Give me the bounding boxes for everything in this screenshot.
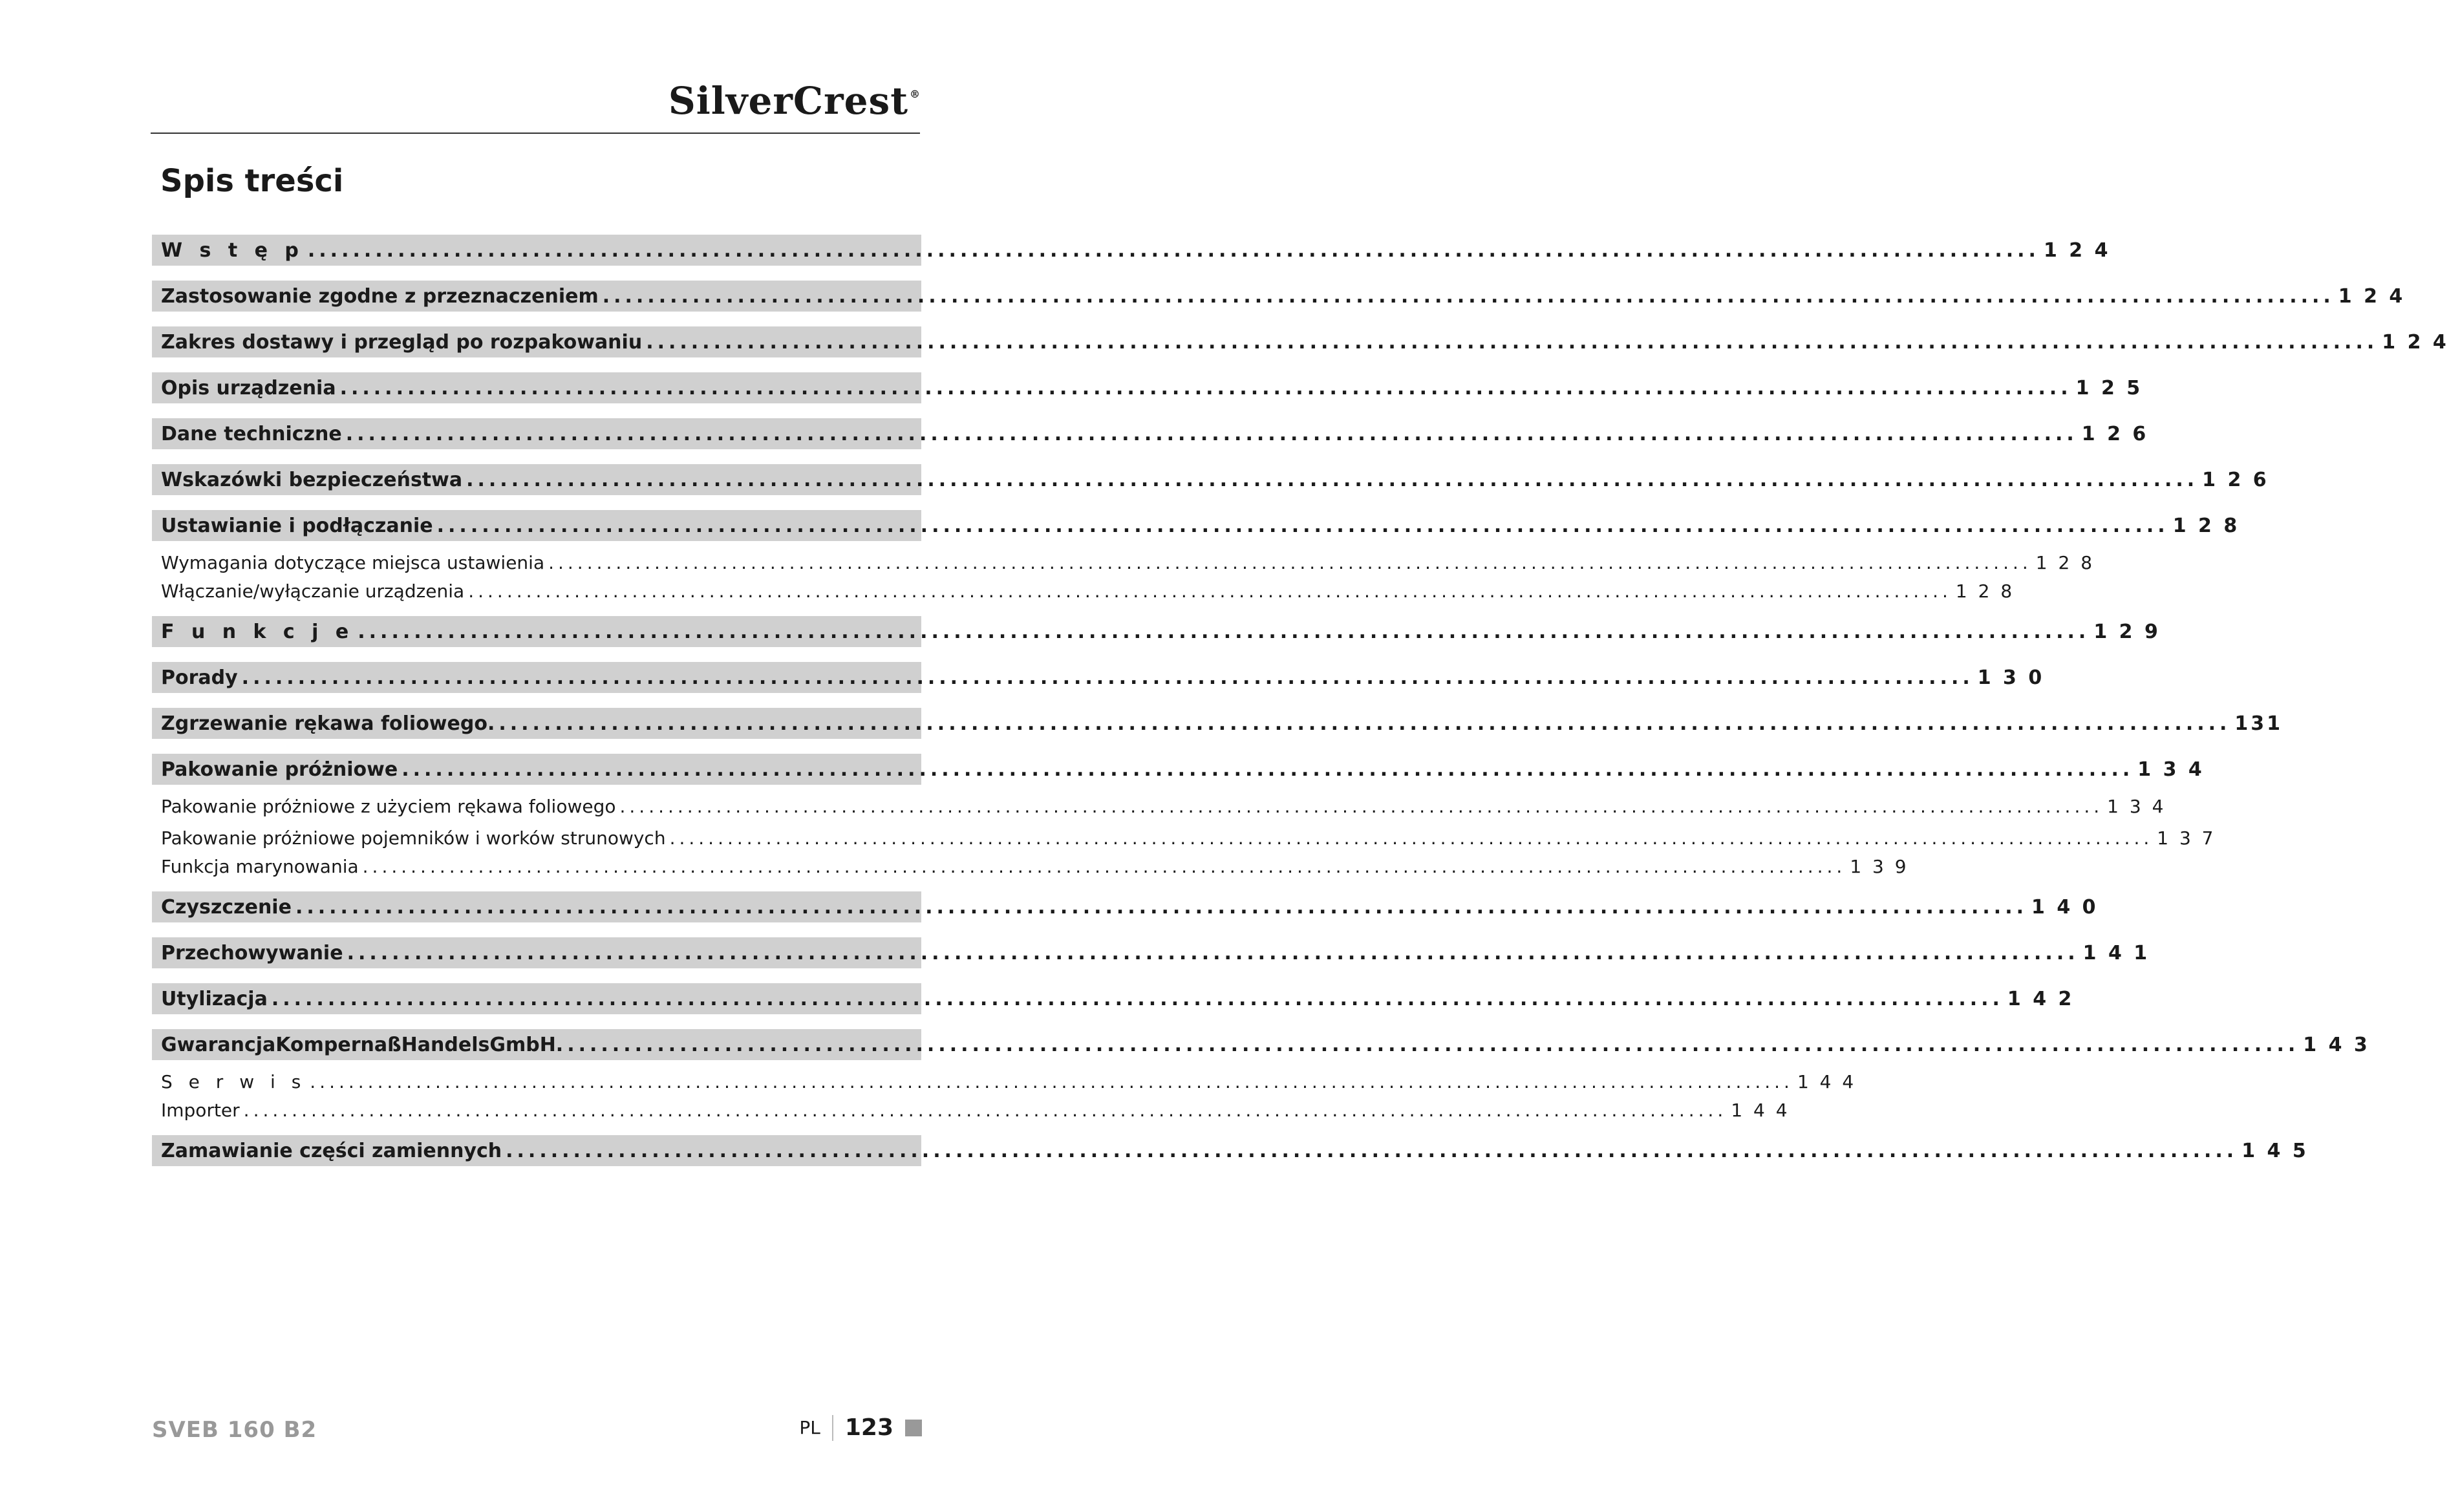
footer-page-number: 123 <box>844 1414 893 1441</box>
toc-entry-porady[interactable] <box>152 662 2045 693</box>
toc-entry-zastosowanie[interactable] <box>152 281 2406 312</box>
toc-leader-dots: .......................................................................................................................................................... <box>498 712 2231 735</box>
toc-entry-label: Przechowywanie <box>161 941 343 964</box>
toc-entry-page: 1 4 4 <box>1797 1070 1857 1092</box>
toc-entry-label: Wymagania dotyczące miejsca ustawienia <box>161 551 545 573</box>
toc-entry-zgrzewanie[interactable] <box>152 708 2283 739</box>
toc-entry-label: Funkcja marynowania <box>161 855 359 877</box>
toc-entry-page: 1 2 8 <box>2035 551 2095 573</box>
toc-entry-page: 1 2 4 <box>2382 330 2449 354</box>
toc-entry-opis-urzadzenia[interactable] <box>152 372 2143 403</box>
toc-leader-dots: .......................................................................................................................................................... <box>401 758 2134 781</box>
toc-subentry-marynowanie[interactable] <box>152 853 1909 879</box>
toc-entry-wstep[interactable] <box>152 235 2111 266</box>
toc-entry-page: 131 <box>2234 712 2283 735</box>
toc-entry-page: 1 2 5 <box>2075 376 2143 399</box>
toc-entry-dane-techniczne[interactable] <box>152 418 2149 449</box>
toc-entry-label: Zgrzewanie rękawa foliowego. <box>161 712 495 735</box>
footer-model: SVEB 160 B2 <box>152 1417 317 1443</box>
toc-entry-page: 1 4 4 <box>1731 1099 1790 1121</box>
toc-entry-page: 1 3 4 <box>2107 795 2166 817</box>
toc-entry-label: Czyszczenie <box>161 895 292 919</box>
toc-entry-page: 1 4 0 <box>2031 895 2099 919</box>
toc-leader-dots: .......................................................................................................................................................... <box>548 551 2032 573</box>
footer-language: PL <box>799 1417 820 1438</box>
toc-entry-page: 1 2 9 <box>2093 620 2161 643</box>
toc-entry-label: Zakres dostawy i przegląd po rozpakowaniu <box>161 330 643 354</box>
toc-entry-label: S e r w i s <box>161 1070 306 1092</box>
footer-pagination <box>799 1414 922 1441</box>
toc-entry-page: 1 4 2 <box>2007 987 2075 1010</box>
toc-entry-page: 1 4 5 <box>2241 1139 2309 1162</box>
toc-subentry-pakowanie-rekaw[interactable] <box>152 793 2166 819</box>
toc-leader-dots: .......................................................................................................................................................... <box>506 1139 2238 1162</box>
toc-entry-page: 1 2 8 <box>1955 580 2015 602</box>
toc-leader-dots: .......................................................................................................................................................... <box>602 284 2335 308</box>
toc-entry-page: 1 4 1 <box>2082 941 2150 964</box>
page-title: Spis treści <box>160 163 344 199</box>
header-divider <box>151 133 920 134</box>
toc-entry-label: Importer <box>161 1099 240 1121</box>
toc-entry-przechowywanie[interactable] <box>152 937 2150 968</box>
toc-leader-dots: .......................................................................................................................................................... <box>466 468 2199 491</box>
toc-leader-dots: .......................................................................................................................................................... <box>358 620 2090 643</box>
toc-leader-dots: .......................................................................................................................................................... <box>271 987 2004 1010</box>
toc-entry-label: Utylizacja <box>161 987 268 1010</box>
toc-entry-label: Porady <box>161 666 238 689</box>
toc-leader-dots: .......................................................................................................................................................... <box>619 795 2104 817</box>
toc-entry-ustawianie[interactable] <box>152 510 2240 541</box>
toc-leader-dots: .......................................................................................................................................................... <box>669 827 2154 849</box>
toc-entry-page: 1 4 3 <box>2303 1033 2370 1056</box>
toc-leader-dots: .......................................................................................................................................................... <box>307 239 2040 262</box>
toc-entry-label: Pakowanie próżniowe pojemników i worków strunowych <box>161 827 666 849</box>
toc-entry-czyszczenie[interactable] <box>152 891 2099 922</box>
toc-leader-dots: .......................................................................................................................................................... <box>436 514 2169 537</box>
toc-entry-wskazowki[interactable] <box>152 464 2269 495</box>
toc-leader-dots: .......................................................................................................................................................... <box>295 895 2027 919</box>
toc-subentry-serwis[interactable] <box>152 1069 1857 1094</box>
toc-entry-page: 1 3 7 <box>2157 827 2216 849</box>
toc-subentry-wymagania[interactable] <box>152 549 2095 575</box>
toc-entry-label: Pakowanie próżniowe <box>161 758 398 781</box>
toc-leader-dots: .......................................................................................................................................................... <box>468 580 1952 602</box>
toc-subentry-importer[interactable] <box>152 1097 1790 1123</box>
toc-entry-label: Zamawianie części zamiennych <box>161 1139 502 1162</box>
toc-leader-dots: .......................................................................................................................................................... <box>345 422 2078 445</box>
toc-entry-label: Dane techniczne <box>161 422 342 445</box>
toc-entry-label: Zastosowanie zgodne z przeznaczeniem <box>161 284 599 308</box>
toc-entry-zamawianie[interactable] <box>152 1135 2309 1166</box>
toc-entry-page: 1 2 6 <box>2202 468 2269 491</box>
toc-entry-gwarancja[interactable] <box>152 1029 2370 1060</box>
toc-entry-page: 1 2 8 <box>2172 514 2240 537</box>
toc-leader-dots: .......................................................................................................................................................... <box>347 941 2079 964</box>
brand-logo <box>668 79 921 123</box>
footer-square-icon <box>905 1420 922 1436</box>
toc-entry-label: GwarancjaKompernaßHandelsGmbH. <box>161 1033 564 1056</box>
toc-entry-label: Pakowanie próżniowe z użyciem rękawa foliowego <box>161 795 616 817</box>
brand-name: SilverCrest <box>668 79 908 123</box>
toc-entry-label: Wskazówki bezpieczeństwa <box>161 468 463 491</box>
toc-entry-label: Włączanie/wyłączanie urządzenia <box>161 580 465 602</box>
toc-entry-utylizacja[interactable] <box>152 983 2075 1014</box>
toc-entry-page: 1 3 0 <box>1977 666 2045 689</box>
toc-entry-funkcje[interactable] <box>152 616 2161 647</box>
toc-leader-dots: .......................................................................................................................................................... <box>241 666 1974 689</box>
toc-entry-label: F u n k c j e <box>161 620 354 643</box>
registered-mark: ® <box>910 88 921 100</box>
toc-entry-zakres-dostawy[interactable] <box>152 326 2449 357</box>
toc-entry-label: W s t ę p <box>161 239 304 262</box>
toc-leader-dots: .......................................................................................................................................................... <box>339 376 2072 399</box>
toc-entry-page: 1 3 9 <box>1850 855 1909 877</box>
toc-entry-page: 1 3 4 <box>2137 758 2205 781</box>
toc-subentry-wlaczanie[interactable] <box>152 578 2015 604</box>
toc-entry-page: 1 2 4 <box>2338 284 2406 308</box>
toc-leader-dots: .......................................................................................................................................................... <box>310 1070 1793 1092</box>
toc-entry-label: Ustawianie i podłączanie <box>161 514 433 537</box>
toc-subentry-pakowanie-pojemniki[interactable] <box>152 825 2216 851</box>
toc-entry-pakowanie-prozniowe[interactable] <box>152 754 2205 785</box>
toc-leader-dots: .......................................................................................................................................................... <box>646 330 2379 354</box>
footer-divider <box>832 1415 833 1441</box>
toc-entry-page: 1 2 6 <box>2081 422 2149 445</box>
toc-leader-dots: .......................................................................................................................................................... <box>362 855 1846 877</box>
toc-leader-dots: .......................................................................................................................................................... <box>243 1099 1727 1121</box>
toc-entry-page: 1 2 4 <box>2043 239 2111 262</box>
toc-leader-dots: .......................................................................................................................................................... <box>567 1033 2300 1056</box>
toc-entry-label: Opis urządzenia <box>161 376 336 399</box>
